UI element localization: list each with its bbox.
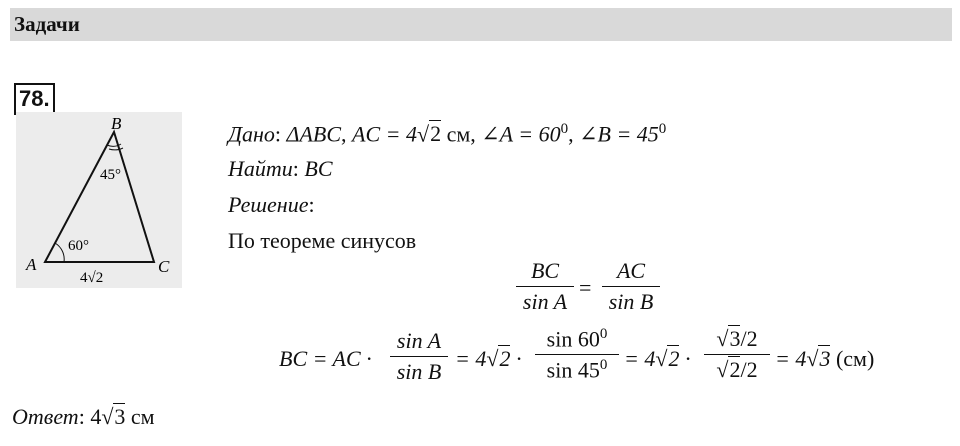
eq1-rhs-den: sin B: [608, 289, 654, 314]
given-angle-b: ∠B = 45: [579, 121, 659, 147]
given-triangle: ΔABC: [286, 121, 342, 147]
given-ac-root: 2: [430, 121, 442, 147]
eq1-rhs-num: AC: [616, 258, 646, 283]
eq2-f2-num: sin 60: [546, 326, 600, 352]
problem-number: 78.: [14, 83, 55, 115]
eq2-part-b: = 4√2 ·: [624, 346, 691, 371]
angle-a-label: 60°: [68, 238, 89, 254]
angle-b-label: 45°: [100, 167, 121, 183]
given-ac: AC = 4: [352, 121, 417, 147]
eq2-start: BC = AC ·: [279, 346, 372, 371]
solution-text: По теореме синусов: [228, 228, 417, 253]
vertex-b-label: B: [111, 114, 122, 133]
answer-root: 3: [114, 404, 126, 429]
eq2-fraction-2: [535, 326, 619, 384]
eq2-dot-b: ·: [684, 346, 691, 371]
eq2-part-a: = 4√2 ·: [455, 346, 522, 371]
eq1-lhs-den: sin A: [522, 289, 568, 314]
given-angle-a: ∠A = 60: [481, 121, 561, 147]
eq1-lhs-fraction: [516, 258, 574, 315]
eq2-f1-num: sin A: [396, 328, 442, 353]
eq2-part-c: = 4√3 (см): [775, 346, 875, 371]
solution-label: Решение: [228, 192, 309, 217]
given-deg-b: 0: [658, 121, 667, 137]
vertex-a-label: A: [26, 255, 37, 274]
given-label: Дано: [228, 121, 275, 147]
eq2-f2-num-deg: 0: [599, 326, 608, 342]
answer-unit: см: [130, 404, 155, 429]
eq2-f1-den: sin B: [396, 359, 442, 384]
eq2-f2-den-deg: 0: [599, 357, 608, 374]
answer-line: Ответ: 4√3 см: [12, 404, 155, 429]
section-header: [10, 8, 952, 41]
given-deg-a: 0: [560, 121, 569, 137]
eq2-root-c: 3: [819, 346, 831, 371]
answer-prefix: 4: [90, 404, 102, 429]
given-line: Дано: ΔABC, AC = 4√2 см, ∠A = $60^0$, ∠B = $45^0$: [228, 121, 667, 147]
eq2-fraction-1: [390, 328, 448, 385]
eq2-f3-num-root: 3: [729, 326, 741, 351]
vertex-c-label: C: [158, 257, 170, 276]
find-label: Найти: [228, 156, 293, 181]
side-ac-label: 4√2: [80, 270, 104, 286]
find-value: BC: [304, 156, 333, 181]
find-line: Найти: BC: [228, 156, 333, 181]
eq2-f3-den-tail: /2: [740, 357, 758, 382]
eq1-rhs-fraction: [602, 258, 660, 315]
answer-label: Ответ: [12, 404, 79, 429]
section-title: Задачи: [14, 12, 80, 36]
eq2-f3-num-tail: /2: [740, 326, 758, 351]
eq2-fraction-3: √3/2 √2/2: [704, 326, 770, 383]
eq2-dot-a: ·: [515, 346, 522, 371]
eq1-equals: =: [579, 275, 592, 300]
eq2-root-b: 2: [668, 346, 680, 371]
eq2-f2-den: sin 45: [546, 357, 600, 383]
eq2-f3-den-root: 2: [729, 357, 741, 382]
eq2-unit: (см): [835, 346, 875, 371]
triangle-figure: [16, 112, 182, 288]
given-ac-unit: см: [446, 121, 471, 147]
solution-heading: Решение:: [228, 192, 315, 217]
eq2-root-a: 2: [499, 346, 511, 371]
eq1-lhs-num: BC: [530, 258, 560, 283]
